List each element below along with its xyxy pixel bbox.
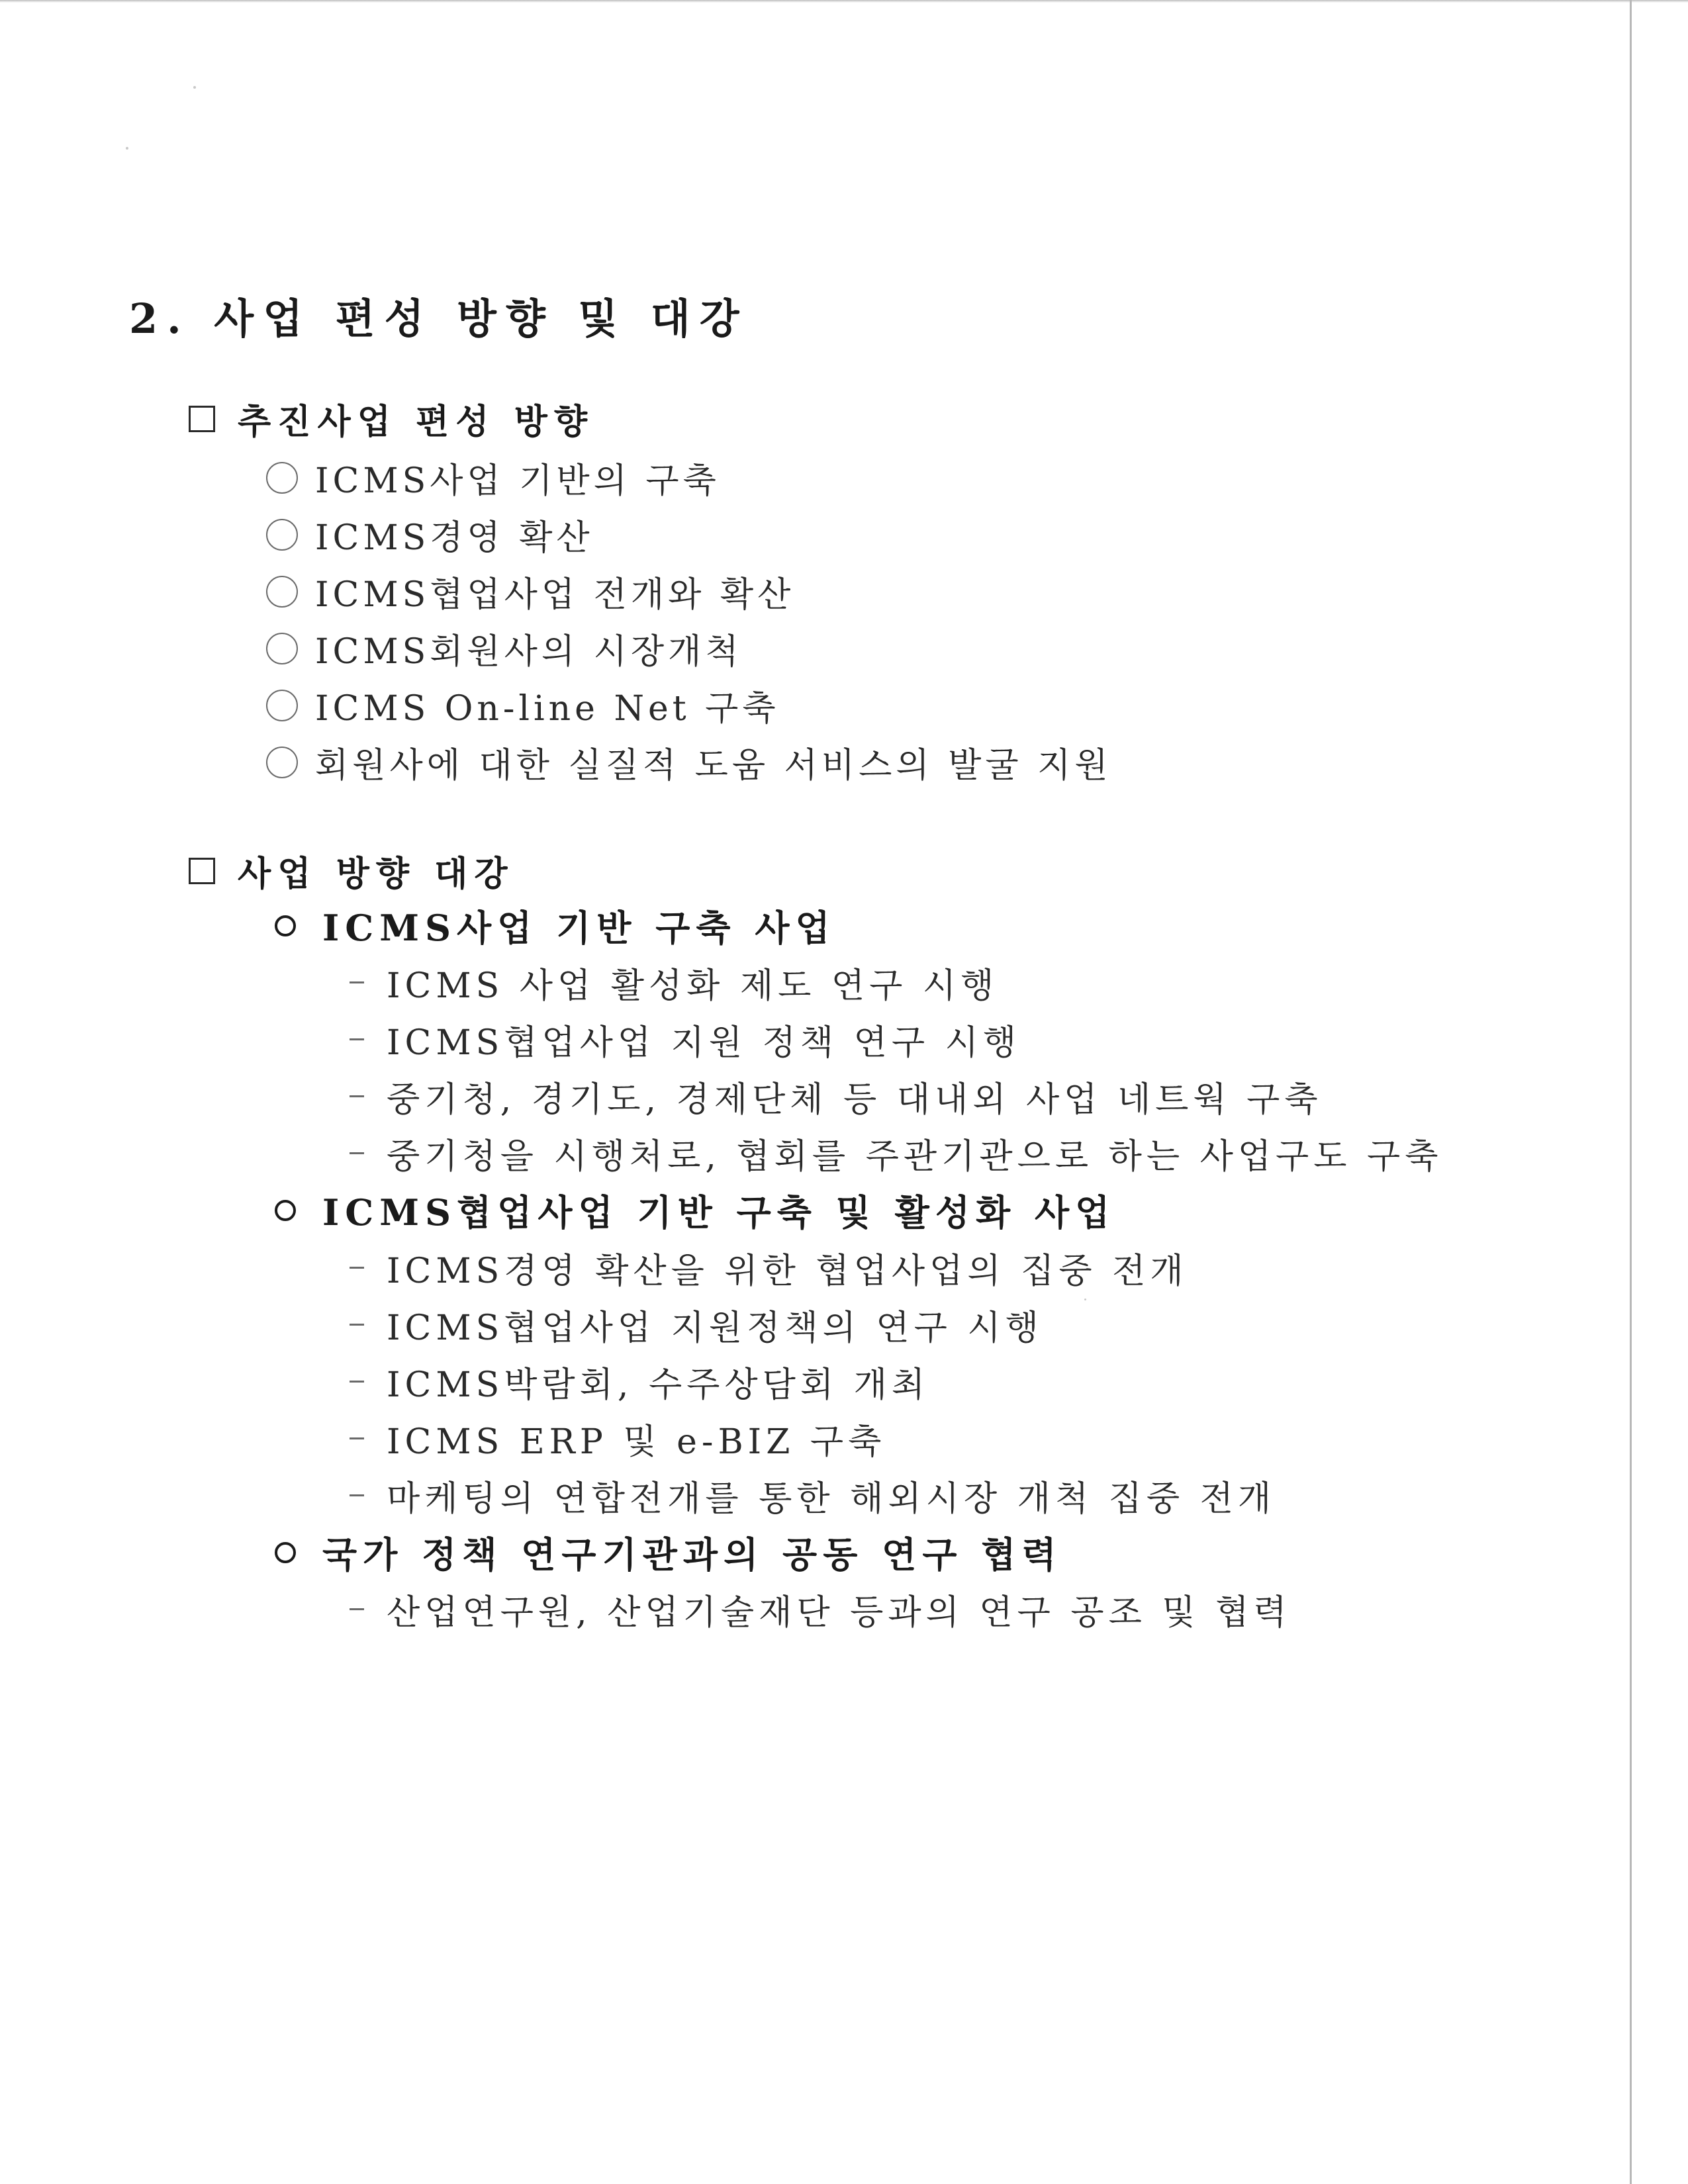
sub-list-item bbox=[350, 1414, 886, 1463]
section-title-text: 사업 방향 대강 bbox=[238, 854, 514, 894]
list-item-text: ICMS사업 기반의 구축 bbox=[315, 461, 720, 501]
sub-list-item bbox=[350, 958, 998, 1007]
scan-top-edge bbox=[0, 0, 1688, 3]
dash-bullet-icon bbox=[350, 1608, 364, 1610]
dash-bullet-icon bbox=[350, 981, 364, 983]
sub-list-item-text: ICMS협업사업 지원 정책 연구 시행 bbox=[387, 1023, 1021, 1063]
dash-bullet-icon bbox=[350, 1038, 364, 1040]
sub-list-item-text: 중기청을 시행처로, 협회를 주관기관으로 하는 사업구도 구축 bbox=[387, 1137, 1443, 1177]
dash-bullet-icon bbox=[350, 1152, 364, 1154]
scan-speck bbox=[193, 86, 196, 89]
sub-list-item-text: ICMS박람회, 수주상담회 개최 bbox=[387, 1365, 930, 1405]
sub-list-item-text: ICMS경영 확산을 위한 협업사업의 집중 전개 bbox=[387, 1251, 1188, 1291]
group-title-text: ICMS사업 기반 구축 사업 bbox=[322, 907, 836, 949]
list-item-text: ICMS회원사의 시장개척 bbox=[315, 632, 743, 672]
ring-bullet-icon bbox=[275, 1200, 296, 1221]
circle-bullet-icon bbox=[266, 462, 298, 494]
checkbox-icon bbox=[189, 406, 215, 432]
circle-bullet-icon bbox=[266, 633, 298, 664]
scan-speck bbox=[1084, 1298, 1086, 1300]
list-item bbox=[266, 510, 594, 559]
dash-bullet-icon bbox=[350, 1324, 364, 1326]
sub-list-item bbox=[350, 1071, 1323, 1121]
checkbox-icon bbox=[189, 858, 215, 884]
sub-list-item-text: ICMS협업사업 지원정책의 연구 시행 bbox=[387, 1308, 1043, 1348]
group-title bbox=[275, 1185, 1115, 1236]
circle-bullet-icon bbox=[266, 519, 298, 551]
list-item bbox=[266, 453, 720, 502]
sub-list-item bbox=[350, 1300, 1043, 1349]
scan-right-edge bbox=[1630, 0, 1632, 2184]
ring-bullet-icon bbox=[275, 1542, 296, 1563]
group-title bbox=[275, 900, 836, 951]
list-item-text: ICMS On-line Net 구축 bbox=[315, 689, 780, 729]
sub-list-item-text: 마케팅의 연합전개를 통한 해외시장 개척 집중 전개 bbox=[387, 1479, 1276, 1519]
ring-bullet-icon bbox=[275, 915, 296, 936]
sub-list-item bbox=[350, 1243, 1188, 1293]
list-item-text: 회원사에 대한 실질적 도움 서비스의 발굴 지원 bbox=[315, 746, 1112, 786]
group-title-text: ICMS협업사업 기반 구축 및 활성화 사업 bbox=[322, 1191, 1116, 1234]
list-item bbox=[266, 623, 743, 673]
section-title-text: 추진사업 편성 방향 bbox=[238, 402, 594, 442]
circle-bullet-icon bbox=[266, 690, 298, 721]
dash-bullet-icon bbox=[350, 1095, 364, 1097]
scan-speck bbox=[126, 147, 128, 150]
sub-list-item-text: 산업연구원, 산업기술재단 등과의 연구 공조 및 협력 bbox=[387, 1593, 1291, 1633]
sub-list-item bbox=[350, 1584, 1291, 1634]
sub-list-item-text: ICMS 사업 활성화 제도 연구 시행 bbox=[387, 966, 999, 1006]
sub-list-item bbox=[350, 1128, 1443, 1178]
dash-bullet-icon bbox=[350, 1267, 364, 1269]
section-title-direction bbox=[189, 394, 594, 443]
sub-list-item-text: ICMS ERP 및 e-BIZ 구축 bbox=[387, 1422, 886, 1462]
list-item bbox=[266, 737, 1112, 787]
group-title-text: 국가 정책 연구기관과의 공동 연구 협력 bbox=[322, 1533, 1062, 1576]
sub-list-item-text: 중기청, 경기도, 경제단체 등 대내외 사업 네트웍 구축 bbox=[387, 1080, 1323, 1120]
dash-bullet-icon bbox=[350, 1494, 364, 1496]
dash-bullet-icon bbox=[350, 1381, 364, 1383]
sub-list-item bbox=[350, 1357, 929, 1406]
circle-bullet-icon bbox=[266, 747, 298, 778]
sub-list-item bbox=[350, 1015, 1021, 1064]
page-heading: 2. 사업 편성 방향 및 대강 bbox=[129, 295, 749, 343]
section-title-outline bbox=[189, 846, 514, 895]
list-item-text: ICMS경영 확산 bbox=[315, 518, 594, 558]
sub-list-item bbox=[350, 1471, 1276, 1520]
circle-bullet-icon bbox=[266, 576, 298, 608]
list-item bbox=[266, 567, 794, 616]
list-item bbox=[266, 680, 780, 730]
list-item-text: ICMS협업사업 전개와 확산 bbox=[315, 575, 795, 615]
dash-bullet-icon bbox=[350, 1437, 364, 1439]
group-title bbox=[275, 1527, 1062, 1578]
